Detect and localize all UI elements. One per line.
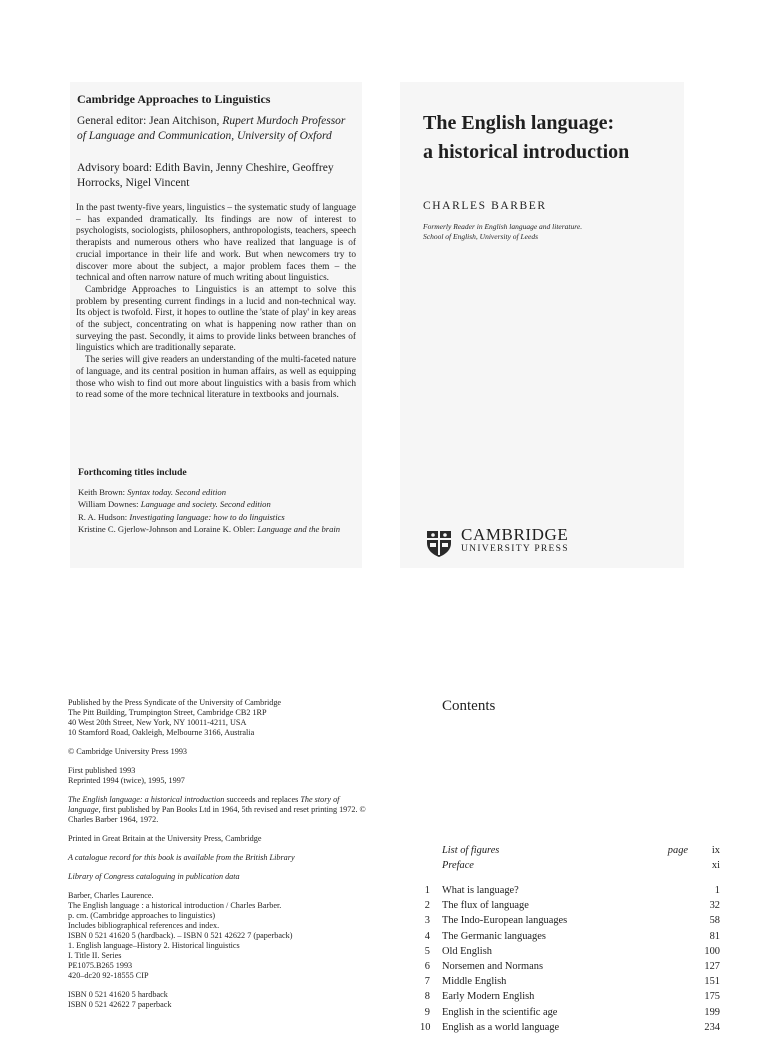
page-label: page [667,845,688,856]
forthcoming-author: Kristine C. Gjerlow-Johnson and Loraine K. Obler: [78,524,256,535]
toc-page: ix [711,845,720,856]
press-subtitle: UNIVERSITY PRESS [461,544,569,554]
chapter-page: 127 [704,960,720,972]
cip-line: p. cm. (Cambridge approaches to linguistics) [68,911,216,920]
blurb-paragraph: The series will give readers an understanding of the multi-faceted nature of language, and its central position in human affairs, as well as equipping those who wish to find out more about linguistics with a basis from which to read some of the more technical literature in textbooks and journals. [76,355,356,401]
author-name: CHARLES BARBER [423,200,547,212]
forthcoming-author: William Downes: [78,499,139,510]
cip-line: The English language : a historical introduction / Charles Barber. [68,901,282,910]
catalogue-note: A catalogue record for this book is available from the British Library [68,853,295,862]
chapter-page: 175 [704,991,720,1003]
affiliation-line: Formerly Reader in English language and literature. [423,222,583,231]
toc-chapter[interactable] [420,885,720,900]
toc-chapter[interactable] [420,946,720,961]
book-title [423,109,683,167]
forthcoming-author: Keith Brown: [78,487,126,497]
printed-line: Printed in Great Britain at the University Press, Cambridge [68,834,262,843]
toc-page: xi [711,860,720,872]
supersedes-text: succeeds and replaces [226,795,299,804]
chapter-title: Norsemen and Normans [442,960,543,972]
toc-front-item[interactable] [420,860,720,875]
cip-line: ISBN 0 521 41620 5 (hardback). – ISBN 0 521 42622 7 (paperback) [68,931,293,940]
cip-line: PE1075.B265 1993 [68,961,133,970]
forthcoming-book: Language and society. Second edition [140,499,271,510]
chapter-number: 2 [424,900,430,912]
affiliation-line: School of English, University of Leeds [423,232,538,241]
supersedes-old-title: The story of language, [68,795,340,814]
chapter-title: The Germanic languages [442,930,546,942]
cambridge-crest-icon [424,528,454,563]
imprint-line: 40 West 20th Street, New York, NY 10011-4211, USA [68,718,247,727]
forthcoming-book: Syntax today. Second edition [127,487,226,497]
forthcoming-item [78,511,358,523]
chapter-page: 199 [704,1006,720,1018]
imprint-page [68,698,368,1010]
forthcoming-book: Investigating language: how to do linguistics [129,511,285,522]
forthcoming-item [78,486,358,498]
series-blurb [76,203,356,402]
toc-title: Preface [442,860,474,872]
toc-title: List of figures [442,845,500,856]
forthcoming-list [78,486,358,536]
chapter-number: 5 [424,945,430,957]
supersedes-note [68,795,368,825]
chapter-number: 9 [424,1006,430,1018]
edition-line: Reprinted 1994 (twice), 1995, 1997 [68,776,185,785]
chapter-number: 1 [424,885,430,896]
chapter-number: 10 [420,1021,431,1033]
book-title-line: a historical introduction [423,141,630,163]
chapter-page: 1 [714,885,720,896]
toc-chapter[interactable] [420,900,720,915]
toc-chapter[interactable] [420,976,720,991]
general-editor-label: General editor: Jean Aitchison, [77,115,220,127]
chapter-title: English as a world language [442,1021,560,1033]
supersedes-tail: first published by Pan Books Ltd in 1964, 5th revised and reset printing 1972. © Charles Barber 1964, 1972. [68,805,366,824]
forthcoming-title: Forthcoming titles include [78,467,187,478]
chapter-number: 8 [424,991,430,1003]
chapter-number: 6 [424,960,430,972]
blurb-paragraph: In the past twenty-five years, linguistics – the systematic study of language – has expanded dramatically. Its findings are now of interest to psychologists, sociologists, philosophers, anthropologists, teachers, speech therapists and numerous others who have realized that language is of crucial importance in their life and work. But when newcomers try to discover more about the subject, a major problem faces them – the technical and often narrow nature of much writing about linguistics. [76,203,356,284]
chapter-title: The Indo-European languages [442,915,568,927]
chapter-number: 4 [424,930,430,942]
chapter-number: 7 [424,976,430,988]
chapter-number: 3 [424,915,430,927]
edition-line: First published 1993 [68,766,136,775]
supersedes-title: The English language: a historical introduction [68,795,225,804]
chapter-page: 234 [704,1021,720,1033]
general-editor [77,114,357,143]
imprint-line: Published by the Press Syndicate of the University of Cambridge [68,698,282,707]
general-editor-role: Rupert Murdoch Professor of Language and Communication, University of Oxford [77,115,346,142]
chapter-page: 100 [704,945,720,957]
forthcoming-book: Language and the brain [257,524,341,535]
press-name: CAMBRIDGE [461,525,569,544]
contents-title: Contents [442,698,496,714]
chapter-list [420,885,720,1037]
copyright-line: © Cambridge University Press 1993 [68,747,188,756]
chapter-page: 151 [704,976,720,988]
author-affiliation [423,222,643,242]
isbn-line: ISBN 0 521 41620 5 hardback [68,990,168,999]
chapter-title: Early Modern English [442,991,535,1003]
toc-chapter[interactable] [420,961,720,976]
cip-line: I. Title II. Series [68,951,122,960]
book-title-line: The English language: [423,112,615,134]
forthcoming-item [78,498,358,510]
forthcoming-item [78,523,358,535]
toc-front-item[interactable] [420,845,720,860]
chapter-title: The flux of language [442,900,529,912]
toc-chapter[interactable] [420,915,720,930]
chapter-page: 32 [709,900,720,912]
loc-heading: Library of Congress cataloguing in publication data [68,872,240,881]
toc-chapter[interactable] [420,931,720,946]
chapter-page: 58 [709,915,720,927]
forthcoming-author: R. A. Hudson: [78,511,128,522]
cip-line: Includes bibliographical references and index. [68,921,220,930]
imprint-line: The Pitt Building, Trumpington Street, Cambridge CB2 1RP [68,708,267,717]
chapter-page: 81 [709,930,720,942]
cip-line: 1. English language–History 2. Historical linguistics [68,941,240,950]
blurb-paragraph: Cambridge Approaches to Linguistics is an attempt to solve this problem by presenting current findings in a lucid and non-technical way. Its object is twofold. First, it hopes to outline the 'state of play' in key areas of the subject, concentrating on what is happening now rather than on surveying the past. Secondly, it aims to provide links between branches of linguistics which are traditionally separate. [76,284,356,354]
isbn-line: ISBN 0 521 42622 7 paperback [68,1000,172,1009]
cip-line: Barber, Charles Laurence. [68,891,154,900]
advisory-board: Advisory board: Edith Bavin, Jenny Cheshire, Geoffrey Horrocks, Nigel Vincent [77,162,334,189]
imprint-line: 10 Stamford Road, Oakleigh, Melbourne 3166, Australia [68,728,255,737]
cip-line: 420–dc20 92-18555 CIP [68,971,149,980]
chapter-title: English in the scientific age [442,1006,558,1018]
chapter-title: What is language? [442,885,519,896]
front-matter-list [420,845,720,875]
chapter-title: Middle English [442,976,507,988]
chapter-title: Old English [442,945,492,957]
series-title: Cambridge Approaches to Linguistics [77,92,271,106]
toc-chapter[interactable] [420,991,720,1006]
toc-chapter[interactable] [420,1007,720,1022]
